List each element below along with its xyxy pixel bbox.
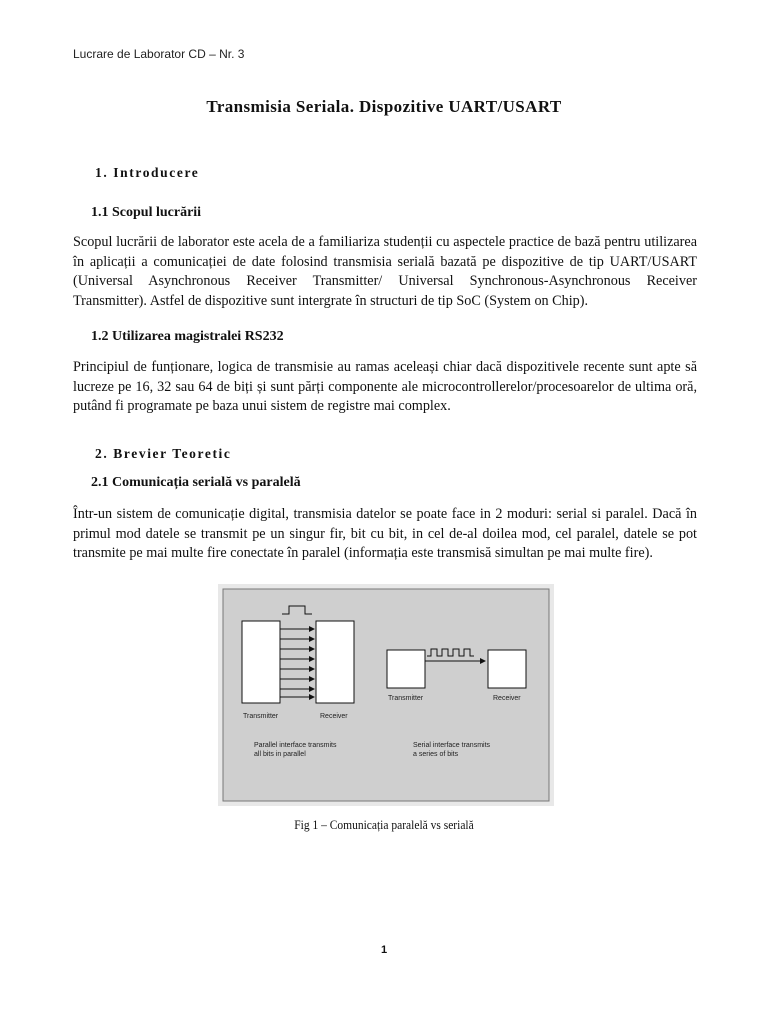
parallel-receiver-block xyxy=(316,621,354,703)
figure-parallel-vs-serial xyxy=(218,584,554,806)
running-header: Lucrare de Laborator CD – Nr. 3 xyxy=(73,47,245,61)
parallel-transmitter-block xyxy=(242,621,280,703)
serial-transmitter-label: Transmitter xyxy=(388,695,424,702)
parallel-receiver-label: Receiver xyxy=(320,713,348,720)
paragraph-scopul: Scopul lucrării de laborator este acela de a familiariza studenții cu aspectele practice de bază pentru utilizarea în aplicații a comunicației de date folosind transmisia serială bazată pe dispozitive de tip UART/USART (Universal Asynchronous Receiver Transmitter/ Universal Synchronous-Asynchronous Receiver Transmitter). Astfel de dispozitive sunt intergrate în structuri de tip SoC (System on Chip). xyxy=(73,234,697,309)
figure-caption: Fig 1 – Comunicația paralelă vs serială xyxy=(294,818,474,832)
figure-diagram xyxy=(218,584,554,806)
subsection-heading-rs232: 1.2 Utilizarea magistralei RS232 xyxy=(91,329,284,344)
serial-description-line2: a series of bits xyxy=(413,751,459,758)
paragraph-comunicatia: Într-un sistem de comunicație digital, transmisia datelor se poate face in 2 moduri: serial si paralel. Dacă în primul mod datele se transmit pe un singur fir, bit cu bit, in cel de-al doilea mod, cel paralel, datele se pot transmite pe mai multe fire conectate în paralel (informația este transmisă simultan pe mai multe fire). xyxy=(73,506,697,561)
paragraph-rs232: Principiul de funționare, logica de transmisie au ramas aceleași chiar dacă dispozitivele recente sunt apte să lucreze pe 16, 32 sau 64 de biți și sunt părți componente ale microcontrollerelor/procesoarelor de ultima oră, putând fi programate pe baza unui sistem de registre mai complex. xyxy=(73,359,697,414)
parallel-description-line1: Parallel interface transmits xyxy=(254,742,337,749)
serial-description-line1: Serial interface transmits xyxy=(413,742,491,749)
serial-transmitter-block xyxy=(387,650,425,688)
page-number: 1 xyxy=(380,944,388,956)
parallel-transmitter-label: Transmitter xyxy=(243,713,279,720)
subsection-heading-scopul: 1.1 Scopul lucrării xyxy=(91,205,202,220)
section-heading-introducere: 1. Introducere xyxy=(95,165,200,180)
parallel-description-line2: all bits in parallel xyxy=(254,751,306,758)
section-heading-brevier: 2. Brevier Teoretic xyxy=(95,446,232,461)
subsection-heading-comunicatia: 2.1 Comunicația serială vs paralelă xyxy=(91,475,301,490)
serial-receiver-block xyxy=(488,650,526,688)
serial-receiver-label: Receiver xyxy=(493,695,521,702)
document-title: Transmisia Seriala. Dispozitive UART/USART xyxy=(206,97,562,116)
